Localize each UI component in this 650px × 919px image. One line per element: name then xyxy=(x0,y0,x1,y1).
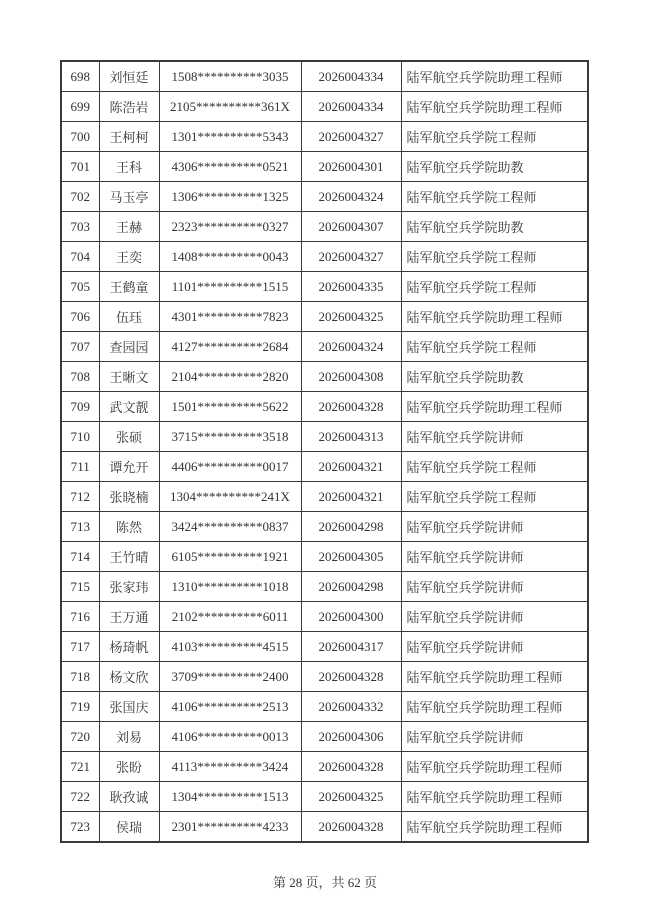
row-number-cell: 719 xyxy=(61,692,99,722)
unit-title-cell: 陆军航空兵学院讲师 xyxy=(401,542,588,572)
row-number-cell: 710 xyxy=(61,422,99,452)
table-row xyxy=(61,242,588,272)
table-row xyxy=(61,272,588,302)
id-number-cell: 1501**********5622 xyxy=(159,392,301,422)
name-cell: 王竹晴 xyxy=(99,542,159,572)
id-number-cell: 1304**********241X xyxy=(159,482,301,512)
name-cell: 侯瑞 xyxy=(99,812,159,843)
registration-number-cell: 2026004308 xyxy=(301,362,401,392)
table-row xyxy=(61,752,588,782)
id-number-cell: 4106**********2513 xyxy=(159,692,301,722)
registration-number-cell: 2026004334 xyxy=(301,61,401,92)
id-number-cell: 1301**********5343 xyxy=(159,122,301,152)
id-number-cell: 2301**********4233 xyxy=(159,812,301,843)
roster-table-body xyxy=(61,61,588,842)
table-row xyxy=(61,782,588,812)
id-number-cell: 3424**********0837 xyxy=(159,512,301,542)
registration-number-cell: 2026004305 xyxy=(301,542,401,572)
name-cell: 张硕 xyxy=(99,422,159,452)
row-number-cell: 698 xyxy=(61,61,99,92)
row-number-cell: 707 xyxy=(61,332,99,362)
unit-title-cell: 陆军航空兵学院工程师 xyxy=(401,242,588,272)
registration-number-cell: 2026004301 xyxy=(301,152,401,182)
table-row xyxy=(61,572,588,602)
id-number-cell: 1310**********1018 xyxy=(159,572,301,602)
unit-title-cell: 陆军航空兵学院助理工程师 xyxy=(401,392,588,422)
table-row xyxy=(61,92,588,122)
table-row xyxy=(61,422,588,452)
row-number-cell: 722 xyxy=(61,782,99,812)
row-number-cell: 699 xyxy=(61,92,99,122)
registration-number-cell: 2026004313 xyxy=(301,422,401,452)
table-row xyxy=(61,602,588,632)
unit-title-cell: 陆军航空兵学院助理工程师 xyxy=(401,302,588,332)
row-number-cell: 712 xyxy=(61,482,99,512)
name-cell: 耿孜诚 xyxy=(99,782,159,812)
name-cell: 王晰文 xyxy=(99,362,159,392)
unit-title-cell: 陆军航空兵学院工程师 xyxy=(401,122,588,152)
registration-number-cell: 2026004325 xyxy=(301,782,401,812)
id-number-cell: 2323**********0327 xyxy=(159,212,301,242)
name-cell: 杨文欣 xyxy=(99,662,159,692)
unit-title-cell: 陆军航空兵学院助理工程师 xyxy=(401,692,588,722)
table-row xyxy=(61,722,588,752)
unit-title-cell: 陆军航空兵学院工程师 xyxy=(401,272,588,302)
name-cell: 王赫 xyxy=(99,212,159,242)
table-row xyxy=(61,61,588,92)
row-number-cell: 717 xyxy=(61,632,99,662)
table-row xyxy=(61,452,588,482)
name-cell: 张家玮 xyxy=(99,572,159,602)
id-number-cell: 2105**********361X xyxy=(159,92,301,122)
id-number-cell: 3709**********2400 xyxy=(159,662,301,692)
roster-table xyxy=(60,60,589,843)
unit-title-cell: 陆军航空兵学院助教 xyxy=(401,362,588,392)
id-number-cell: 1306**********1325 xyxy=(159,182,301,212)
row-number-cell: 701 xyxy=(61,152,99,182)
id-number-cell: 4103**********4515 xyxy=(159,632,301,662)
registration-number-cell: 2026004324 xyxy=(301,332,401,362)
row-number-cell: 714 xyxy=(61,542,99,572)
table-row xyxy=(61,512,588,542)
unit-title-cell: 陆军航空兵学院讲师 xyxy=(401,512,588,542)
id-number-cell: 4306**********0521 xyxy=(159,152,301,182)
table-row xyxy=(61,182,588,212)
id-number-cell: 1304**********1513 xyxy=(159,782,301,812)
row-number-cell: 704 xyxy=(61,242,99,272)
unit-title-cell: 陆军航空兵学院讲师 xyxy=(401,602,588,632)
registration-number-cell: 2026004324 xyxy=(301,182,401,212)
name-cell: 陈浩岩 xyxy=(99,92,159,122)
name-cell: 张晓楠 xyxy=(99,482,159,512)
row-number-cell: 708 xyxy=(61,362,99,392)
name-cell: 张国庆 xyxy=(99,692,159,722)
row-number-cell: 711 xyxy=(61,452,99,482)
id-number-cell: 4106**********0013 xyxy=(159,722,301,752)
unit-title-cell: 陆军航空兵学院助理工程师 xyxy=(401,782,588,812)
table-row xyxy=(61,332,588,362)
id-number-cell: 4113**********3424 xyxy=(159,752,301,782)
row-number-cell: 703 xyxy=(61,212,99,242)
id-number-cell: 6105**********1921 xyxy=(159,542,301,572)
registration-number-cell: 2026004307 xyxy=(301,212,401,242)
registration-number-cell: 2026004321 xyxy=(301,482,401,512)
name-cell: 陈然 xyxy=(99,512,159,542)
registration-number-cell: 2026004327 xyxy=(301,242,401,272)
page-footer: 第 28 页，共 62 页 xyxy=(272,875,377,890)
id-number-cell: 2104**********2820 xyxy=(159,362,301,392)
unit-title-cell: 陆军航空兵学院讲师 xyxy=(401,632,588,662)
row-number-cell: 716 xyxy=(61,602,99,632)
name-cell: 刘易 xyxy=(99,722,159,752)
row-number-cell: 715 xyxy=(61,572,99,602)
unit-title-cell: 陆军航空兵学院助理工程师 xyxy=(401,662,588,692)
registration-number-cell: 2026004300 xyxy=(301,602,401,632)
registration-number-cell: 2026004332 xyxy=(301,692,401,722)
id-number-cell: 4301**********7823 xyxy=(159,302,301,332)
row-number-cell: 706 xyxy=(61,302,99,332)
unit-title-cell: 陆军航空兵学院工程师 xyxy=(401,482,588,512)
row-number-cell: 702 xyxy=(61,182,99,212)
registration-number-cell: 2026004321 xyxy=(301,452,401,482)
table-row xyxy=(61,152,588,182)
unit-title-cell: 陆军航空兵学院工程师 xyxy=(401,452,588,482)
name-cell: 刘恒廷 xyxy=(99,61,159,92)
name-cell: 张盼 xyxy=(99,752,159,782)
table-row xyxy=(61,302,588,332)
row-number-cell: 713 xyxy=(61,512,99,542)
name-cell: 马玉亭 xyxy=(99,182,159,212)
registration-number-cell: 2026004334 xyxy=(301,92,401,122)
id-number-cell: 1408**********0043 xyxy=(159,242,301,272)
table-row xyxy=(61,482,588,512)
table-row xyxy=(61,122,588,152)
row-number-cell: 723 xyxy=(61,812,99,843)
registration-number-cell: 2026004325 xyxy=(301,302,401,332)
row-number-cell: 721 xyxy=(61,752,99,782)
id-number-cell: 2102**********6011 xyxy=(159,602,301,632)
registration-number-cell: 2026004298 xyxy=(301,572,401,602)
id-number-cell: 4127**********2684 xyxy=(159,332,301,362)
table-row xyxy=(61,632,588,662)
name-cell: 伍珏 xyxy=(99,302,159,332)
unit-title-cell: 陆军航空兵学院助理工程师 xyxy=(401,752,588,782)
id-number-cell: 3715**********3518 xyxy=(159,422,301,452)
row-number-cell: 705 xyxy=(61,272,99,302)
registration-number-cell: 2026004317 xyxy=(301,632,401,662)
row-number-cell: 718 xyxy=(61,662,99,692)
id-number-cell: 1101**********1515 xyxy=(159,272,301,302)
registration-number-cell: 2026004328 xyxy=(301,662,401,692)
registration-number-cell: 2026004335 xyxy=(301,272,401,302)
name-cell: 谭允开 xyxy=(99,452,159,482)
unit-title-cell: 陆军航空兵学院讲师 xyxy=(401,722,588,752)
name-cell: 查园园 xyxy=(99,332,159,362)
unit-title-cell: 陆军航空兵学院工程师 xyxy=(401,182,588,212)
unit-title-cell: 陆军航空兵学院助理工程师 xyxy=(401,812,588,843)
table-row xyxy=(61,812,588,843)
table-row xyxy=(61,392,588,422)
registration-number-cell: 2026004328 xyxy=(301,752,401,782)
registration-number-cell: 2026004298 xyxy=(301,512,401,542)
name-cell: 武文靓 xyxy=(99,392,159,422)
table-row xyxy=(61,212,588,242)
name-cell: 王万通 xyxy=(99,602,159,632)
name-cell: 王柯柯 xyxy=(99,122,159,152)
name-cell: 王奕 xyxy=(99,242,159,272)
row-number-cell: 720 xyxy=(61,722,99,752)
row-number-cell: 709 xyxy=(61,392,99,422)
unit-title-cell: 陆军航空兵学院讲师 xyxy=(401,572,588,602)
unit-title-cell: 陆军航空兵学院助教 xyxy=(401,212,588,242)
unit-title-cell: 陆军航空兵学院助教 xyxy=(401,152,588,182)
table-row xyxy=(61,362,588,392)
table-row xyxy=(61,662,588,692)
registration-number-cell: 2026004306 xyxy=(301,722,401,752)
table-row xyxy=(61,542,588,572)
unit-title-cell: 陆军航空兵学院工程师 xyxy=(401,332,588,362)
name-cell: 王科 xyxy=(99,152,159,182)
name-cell: 杨琦帆 xyxy=(99,632,159,662)
unit-title-cell: 陆军航空兵学院助理工程师 xyxy=(401,61,588,92)
unit-title-cell: 陆军航空兵学院讲师 xyxy=(401,422,588,452)
name-cell: 王鹤童 xyxy=(99,272,159,302)
id-number-cell: 1508**********3035 xyxy=(159,61,301,92)
row-number-cell: 700 xyxy=(61,122,99,152)
table-row xyxy=(61,692,588,722)
registration-number-cell: 2026004328 xyxy=(301,392,401,422)
unit-title-cell: 陆军航空兵学院助理工程师 xyxy=(401,92,588,122)
registration-number-cell: 2026004327 xyxy=(301,122,401,152)
id-number-cell: 4406**********0017 xyxy=(159,452,301,482)
registration-number-cell: 2026004328 xyxy=(301,812,401,843)
